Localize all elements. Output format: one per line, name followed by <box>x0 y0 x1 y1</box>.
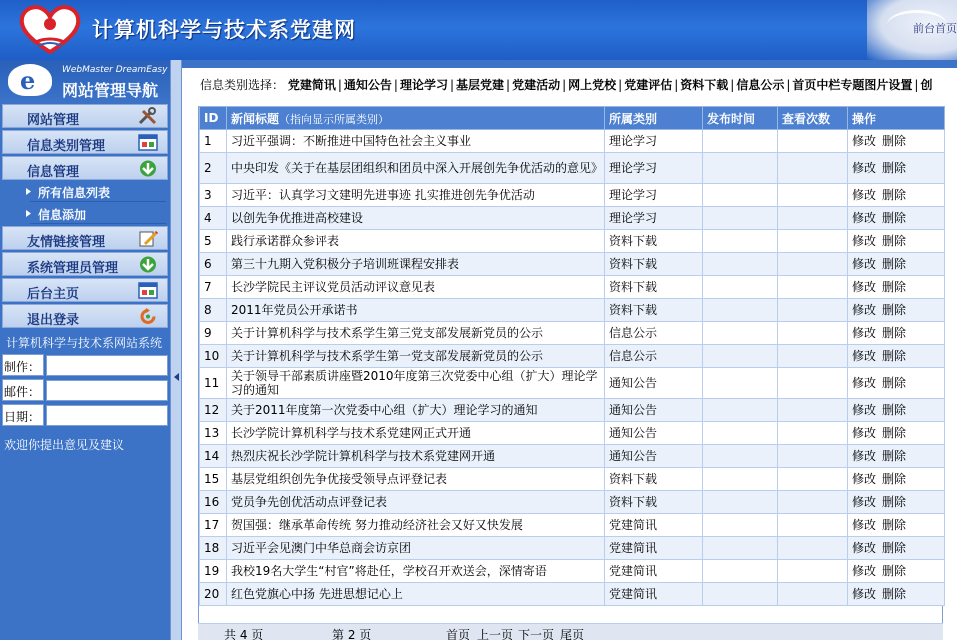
column-header-views: 查看次数 <box>778 107 848 130</box>
edit-link[interactable]: 修改 <box>852 587 877 601</box>
column-header-title-text: 新闻标题 <box>231 111 280 126</box>
cell-time <box>703 276 778 299</box>
cell-category: 资料下载 <box>605 468 703 491</box>
cell-views <box>778 368 848 399</box>
cell-category: 党建简讯 <box>605 583 703 606</box>
cell-category: 党建简讯 <box>605 537 703 560</box>
table-row <box>200 368 945 399</box>
cell-id: 1 <box>200 130 227 153</box>
separator: | <box>449 78 455 92</box>
news-table-body <box>200 130 945 606</box>
cell-views <box>778 399 848 422</box>
cell-id: 8 <box>200 299 227 322</box>
cell-id: 18 <box>200 537 227 560</box>
cell-time <box>703 399 778 422</box>
cell-ops <box>848 207 945 230</box>
separator: | <box>674 78 679 92</box>
tools-icon <box>137 107 159 126</box>
cell-title: 长沙学院计算机科学与技术系党建网正式开通 <box>227 422 605 445</box>
table-header-row <box>200 107 945 130</box>
separator: | <box>393 78 398 92</box>
cell-ops <box>848 299 945 322</box>
edit-link[interactable]: 修改 <box>852 376 877 390</box>
cell-ops <box>848 514 945 537</box>
refresh-icon <box>137 307 159 326</box>
cell-category: 资料下载 <box>605 253 703 276</box>
cell-id: 3 <box>200 184 227 207</box>
window-icon <box>137 133 159 152</box>
cell-ops <box>848 422 945 445</box>
cell-id: 15 <box>200 468 227 491</box>
column-header-ops: 操作 <box>848 107 945 130</box>
menu-label: 友情链接管理 <box>27 235 106 250</box>
cell-title: 党员争先创优活动点评登记表 <box>227 491 605 514</box>
delete-link[interactable]: 删除 <box>882 211 907 225</box>
cell-ops <box>848 368 945 399</box>
cell-ops <box>848 399 945 422</box>
cell-id: 12 <box>200 399 227 422</box>
cell-time <box>703 230 778 253</box>
edit-link[interactable]: 修改 <box>852 403 877 417</box>
cell-ops <box>848 560 945 583</box>
cell-ops <box>848 583 945 606</box>
cell-time <box>703 491 778 514</box>
cell-time <box>703 560 778 583</box>
category-link[interactable]: 党建简讯 <box>287 78 336 92</box>
cell-category: 信息公示 <box>605 322 703 345</box>
cell-ops <box>848 345 945 368</box>
submenu-label: 所有信息列表 <box>38 186 111 200</box>
column-header-time: 发布时间 <box>703 107 778 130</box>
cell-ops <box>848 253 945 276</box>
category-link[interactable]: 通知公告 <box>343 78 392 92</box>
cell-category: 理论学习 <box>605 153 703 184</box>
delete-link[interactable]: 删除 <box>882 188 907 202</box>
cell-time <box>703 537 778 560</box>
cell-ops <box>848 184 945 207</box>
submenu-all-info-list[interactable] <box>30 182 166 202</box>
cell-title: 中央印发《关于在基层团组织和团员中深入开展创先争优活动的意见》 <box>227 153 605 184</box>
delete-link[interactable]: 删除 <box>882 426 907 440</box>
cell-title: 践行承诺群众参评表 <box>227 230 605 253</box>
cell-id: 9 <box>200 322 227 345</box>
cell-title: 贺国强：继承革命传统 努力推动经济社会又好又快发展 <box>227 514 605 537</box>
table-row <box>200 422 945 445</box>
sidebar <box>0 60 170 640</box>
edit-link[interactable]: 修改 <box>852 541 877 555</box>
table-row <box>200 299 945 322</box>
cell-title: 红色党旗心中扬 先进思想记心上 <box>227 583 605 606</box>
category-link[interactable]: 信息公示 <box>736 78 785 92</box>
delete-link[interactable]: 删除 <box>882 449 907 463</box>
cell-time <box>703 345 778 368</box>
nav-banner <box>0 60 170 100</box>
cell-time <box>703 299 778 322</box>
cell-title: 我校19名大学生“村官”将赴任，学校召开欢送会，深情寄语 <box>227 560 605 583</box>
cell-category: 资料下载 <box>605 299 703 322</box>
pager-prev-link[interactable]: 上一页 <box>477 628 514 640</box>
table-row <box>200 184 945 207</box>
cell-category: 资料下载 <box>605 491 703 514</box>
column-header-title-hint: （指向显示所属类别） <box>279 112 390 126</box>
cell-category: 通知公告 <box>605 445 703 468</box>
arrow-icon <box>137 255 159 274</box>
cell-views <box>778 207 848 230</box>
edit-link[interactable]: 修改 <box>852 564 877 578</box>
cell-views <box>778 345 848 368</box>
cell-title: 长沙学院民主评议党员活动评议意见表 <box>227 276 605 299</box>
separator: | <box>337 78 342 92</box>
info-value-cell <box>46 405 168 426</box>
cell-views <box>778 276 848 299</box>
cell-title: 2011年党员公开承诺书 <box>227 299 605 322</box>
delete-link[interactable]: 删除 <box>882 541 907 555</box>
cell-title: 以创先争优推进高校建设 <box>227 207 605 230</box>
cell-title: 热烈庆祝长沙学院计算机科学与技术系党建网开通 <box>227 445 605 468</box>
menu-category-manage[interactable] <box>2 130 168 154</box>
cell-title: 习近平：认真学习文建明先进事迹 扎实推进创先争优活动 <box>227 184 605 207</box>
cell-title: 关于计算机科学与技术系学生第三党支部发展新党员的公示 <box>227 322 605 345</box>
table-row <box>200 468 945 491</box>
delete-link[interactable]: 删除 <box>882 518 907 532</box>
edit-link[interactable]: 修改 <box>852 134 877 148</box>
info-label: 日期： <box>4 410 41 424</box>
cell-id: 10 <box>200 345 227 368</box>
edit-link[interactable]: 修改 <box>852 280 877 294</box>
cell-views <box>778 130 848 153</box>
delete-link[interactable]: 删除 <box>882 495 907 509</box>
site-title: 计算机科学与技术系党建网 <box>92 18 356 42</box>
menu-label: 信息类别管理 <box>27 139 106 154</box>
table-row <box>200 345 945 368</box>
edit-link[interactable]: 修改 <box>852 472 877 486</box>
cell-time <box>703 422 778 445</box>
news-table-container <box>198 106 943 640</box>
pager-last-link[interactable]: 尾页 <box>560 628 585 640</box>
info-row-date <box>2 404 168 426</box>
cell-id: 14 <box>200 445 227 468</box>
menu-logout[interactable] <box>2 304 168 328</box>
cell-views <box>778 184 848 207</box>
submenu-label: 信息添加 <box>38 208 87 222</box>
cell-time <box>703 207 778 230</box>
edit-link[interactable]: 修改 <box>852 211 877 225</box>
separator: | <box>786 78 791 92</box>
delete-link[interactable]: 删除 <box>882 257 907 271</box>
pager-first-link[interactable]: 首页 <box>446 628 471 640</box>
cell-title: 关于计算机科学与技术系学生第一党支部发展新党员的公示 <box>227 345 605 368</box>
cell-views <box>778 445 848 468</box>
cell-ops <box>848 468 945 491</box>
table-row <box>200 153 945 184</box>
cell-id: 16 <box>200 491 227 514</box>
table-row <box>200 560 945 583</box>
menu-label: 信息管理 <box>27 165 80 180</box>
cell-time <box>703 583 778 606</box>
main-top-band <box>182 60 957 68</box>
collapse-arrow-icon[interactable] <box>174 373 179 381</box>
cell-time <box>703 468 778 491</box>
category-link[interactable]: 创 <box>920 78 933 92</box>
cell-id: 11 <box>200 368 227 399</box>
cell-id: 5 <box>200 230 227 253</box>
edit-link[interactable]: 修改 <box>852 449 877 463</box>
table-row <box>200 583 945 606</box>
category-link[interactable]: 资料下载 <box>680 78 729 92</box>
bullet-icon <box>26 188 31 195</box>
pencil-icon <box>137 229 159 248</box>
cell-views <box>778 299 848 322</box>
cell-views <box>778 322 848 345</box>
info-value-cell <box>46 380 168 401</box>
cell-title: 关于领导干部素质讲座暨2010年度第三次党委中心组（扩大）理论学习的通知 <box>227 368 605 399</box>
table-row <box>200 514 945 537</box>
delete-link[interactable]: 删除 <box>882 349 907 363</box>
arrow-icon <box>137 159 159 178</box>
category-link[interactable]: 网上党校 <box>568 78 617 92</box>
cell-title: 基层党组织创先争优接受领导点评登记表 <box>227 468 605 491</box>
info-row-author <box>2 354 168 376</box>
cell-views <box>778 153 848 184</box>
delete-link[interactable]: 删除 <box>882 403 907 417</box>
category-link[interactable]: 理论学习 <box>399 78 448 92</box>
cell-views <box>778 537 848 560</box>
main-content <box>182 60 957 640</box>
cell-id: 4 <box>200 207 227 230</box>
cell-category: 通知公告 <box>605 422 703 445</box>
delete-link[interactable]: 删除 <box>882 326 907 340</box>
pager-next-link[interactable]: 下一页 <box>518 628 555 640</box>
cell-id: 17 <box>200 514 227 537</box>
cell-ops <box>848 537 945 560</box>
cell-title: 习近平强调：不断推进中国特色社会主义事业 <box>227 130 605 153</box>
cell-title: 第三十九期入党积极分子培训班课程安排表 <box>227 253 605 276</box>
table-row <box>200 253 945 276</box>
cell-ops <box>848 153 945 184</box>
cell-views <box>778 422 848 445</box>
delete-link[interactable]: 删除 <box>882 587 907 601</box>
column-header-id: ID <box>200 107 227 130</box>
site-header <box>0 0 957 60</box>
cell-time <box>703 184 778 207</box>
separator: | <box>562 78 567 92</box>
edit-link[interactable]: 修改 <box>852 349 877 363</box>
cell-category: 理论学习 <box>605 130 703 153</box>
separator: | <box>506 78 511 92</box>
cell-category: 通知公告 <box>605 368 703 399</box>
category-filter-bar <box>200 76 957 100</box>
delete-link[interactable]: 删除 <box>882 234 907 248</box>
welcome-text: 欢迎你提出意见及建议 <box>4 438 125 452</box>
pager-current: 第 2 页 <box>332 628 372 640</box>
delete-link[interactable]: 删除 <box>882 303 907 317</box>
cell-time <box>703 368 778 399</box>
category-link[interactable]: 党建活动 <box>512 78 561 92</box>
edit-link[interactable]: 修改 <box>852 234 877 248</box>
delete-link[interactable]: 删除 <box>882 161 907 175</box>
cell-category: 理论学习 <box>605 207 703 230</box>
delete-link[interactable]: 删除 <box>882 134 907 148</box>
info-label: 邮件： <box>4 385 41 399</box>
menu-label: 后台主页 <box>27 287 80 302</box>
cell-category: 党建简讯 <box>605 560 703 583</box>
table-row <box>200 322 945 345</box>
separator: | <box>730 78 735 92</box>
cell-views <box>778 230 848 253</box>
frontend-home-link[interactable]: 前台首页 <box>913 22 957 35</box>
cell-ops <box>848 322 945 345</box>
separator: | <box>618 78 623 92</box>
cell-views <box>778 491 848 514</box>
category-link[interactable]: 首页中栏专题图片设置 <box>792 78 913 92</box>
menu-site-manage[interactable] <box>2 104 168 128</box>
edit-link[interactable]: 修改 <box>852 188 877 202</box>
cell-views <box>778 583 848 606</box>
submenu-info-add[interactable] <box>30 204 166 224</box>
cell-ops <box>848 491 945 514</box>
cell-category: 党建简讯 <box>605 514 703 537</box>
table-row <box>200 276 945 299</box>
edit-link[interactable]: 修改 <box>852 161 877 175</box>
cell-category: 资料下载 <box>605 276 703 299</box>
column-header-title <box>227 107 605 130</box>
cell-title: 习近平会见澳门中华总商会访京团 <box>227 537 605 560</box>
category-link[interactable]: 党建评估 <box>624 78 673 92</box>
menu-info-manage[interactable] <box>2 156 168 180</box>
edit-link[interactable]: 修改 <box>852 326 877 340</box>
cell-time <box>703 153 778 184</box>
cell-ops <box>848 130 945 153</box>
table-row <box>200 445 945 468</box>
cell-time <box>703 130 778 153</box>
nav-banner-subtitle: WebMaster DreamEasy <box>62 65 168 75</box>
cell-category: 信息公示 <box>605 345 703 368</box>
cell-id: 7 <box>200 276 227 299</box>
delete-link[interactable]: 删除 <box>882 472 907 486</box>
menu-admin-home[interactable] <box>2 278 168 302</box>
bullet-icon <box>26 210 31 217</box>
system-name: 计算机科学与技术系网站系统 <box>6 336 163 350</box>
pager-total: 共 4 页 <box>224 628 264 640</box>
pagination-bar <box>198 623 943 640</box>
delete-link[interactable]: 删除 <box>882 280 907 294</box>
edit-link[interactable]: 修改 <box>852 303 877 317</box>
menu-label: 网站管理 <box>27 113 80 128</box>
menu-admin-manage[interactable] <box>2 252 168 276</box>
cell-views <box>778 514 848 537</box>
delete-link[interactable]: 删除 <box>882 564 907 578</box>
cell-time <box>703 514 778 537</box>
cell-time <box>703 253 778 276</box>
cell-category: 资料下载 <box>605 230 703 253</box>
info-row-email <box>2 379 168 401</box>
cell-id: 20 <box>200 583 227 606</box>
news-table <box>199 106 945 606</box>
cell-category: 理论学习 <box>605 184 703 207</box>
edit-link[interactable]: 修改 <box>852 257 877 271</box>
info-value-cell <box>46 355 168 376</box>
table-row <box>200 207 945 230</box>
cell-id: 19 <box>200 560 227 583</box>
separator: | <box>914 78 919 92</box>
table-row <box>200 537 945 560</box>
info-label: 制作： <box>4 360 41 374</box>
category-link[interactable]: 基层党建 <box>456 78 505 92</box>
party-logo-icon <box>14 2 86 58</box>
table-row <box>200 230 945 253</box>
menu-friend-links[interactable] <box>2 226 168 250</box>
edit-link[interactable]: 修改 <box>852 426 877 440</box>
delete-link[interactable]: 删除 <box>882 376 907 390</box>
table-row <box>200 130 945 153</box>
table-row <box>200 399 945 422</box>
cell-ops <box>848 230 945 253</box>
nav-banner-title: 网站管理导航 <box>62 81 159 100</box>
cell-time <box>703 445 778 468</box>
cell-ops <box>848 276 945 299</box>
cell-views <box>778 468 848 491</box>
window-icon <box>137 281 159 300</box>
cell-title: 关于2011年度第一次党委中心组（扩大）理论学习的通知 <box>227 399 605 422</box>
edit-link[interactable]: 修改 <box>852 495 877 509</box>
ie-logo-icon <box>8 64 52 96</box>
cell-id: 2 <box>200 153 227 184</box>
cell-ops <box>848 445 945 468</box>
edit-link[interactable]: 修改 <box>852 518 877 532</box>
sidebar-toggle-bar[interactable] <box>170 60 182 640</box>
menu-label: 系统管理员管理 <box>27 261 119 276</box>
cell-category: 通知公告 <box>605 399 703 422</box>
cell-views <box>778 560 848 583</box>
menu-label: 退出登录 <box>27 313 80 328</box>
table-row <box>200 491 945 514</box>
cell-id: 13 <box>200 422 227 445</box>
cell-views <box>778 253 848 276</box>
cell-id: 6 <box>200 253 227 276</box>
category-filter-label: 信息类别选择： <box>200 78 285 92</box>
column-header-category: 所属类别 <box>605 107 703 130</box>
cell-time <box>703 322 778 345</box>
